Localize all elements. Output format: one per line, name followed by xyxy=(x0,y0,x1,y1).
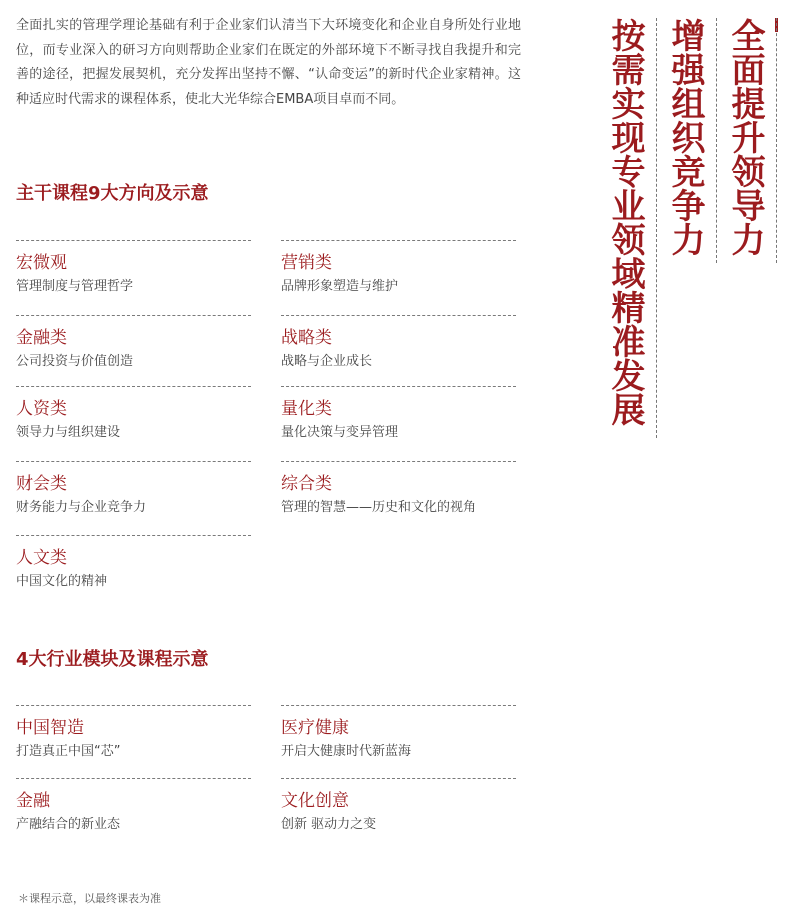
industry-module-desc: 产融结合的新业态 xyxy=(16,817,121,832)
course-direction-name: 战略类 xyxy=(281,328,332,348)
industry-module-item xyxy=(16,778,251,834)
industry-module-item xyxy=(281,778,516,834)
course-direction-item xyxy=(16,315,251,371)
course-direction-name: 量化类 xyxy=(281,399,332,419)
footnote: ＊课程示意，以最终课表为准 xyxy=(18,892,161,905)
course-direction-name: 营销类 xyxy=(281,253,332,273)
course-direction-name: 宏微观 xyxy=(16,253,67,273)
course-direction-desc: 领导力与组织建设 xyxy=(16,425,121,440)
course-direction-item xyxy=(281,386,516,442)
course-direction-item xyxy=(16,535,251,591)
industry-module-name: 医疗健康 xyxy=(281,718,349,738)
industry-module-item xyxy=(16,705,251,761)
slogan-specialization: 按需实现专业领域精准发展 xyxy=(605,18,645,426)
course-direction-item xyxy=(281,240,516,296)
slogan-competitiveness: 增强组织竞争力 xyxy=(665,18,705,256)
course-direction-desc: 中国文化的精神 xyxy=(16,574,108,589)
course-direction-desc: 财务能力与企业竞争力 xyxy=(16,500,147,515)
course-direction-item xyxy=(281,315,516,371)
course-direction-desc: 管理制度与管理哲学 xyxy=(16,279,134,294)
intro-paragraph: 全面扎实的管理学理论基础有利于企业家们认清当下大环境变化和企业自身所处行业地位，而专业深入的研习方向则帮助企业家们在既定的外部环境下不断寻找自我提升和完善的途径，把握发展契机，充分发挥出坚持不懈、“认命变运”的新时代企业家精神。这种适应时代需求的课程体系，使北大光华综合EMBA项目卓而不同。 xyxy=(16,18,521,107)
course-direction-item xyxy=(281,461,516,517)
course-direction-name: 综合类 xyxy=(281,474,332,494)
section-title-core-courses: 主干课程9大方向及示意 xyxy=(16,183,209,204)
course-direction-desc: 战略与企业成长 xyxy=(281,354,373,369)
slogan-leadership: 全面提升领导力 xyxy=(725,18,765,256)
course-direction-name: 金融类 xyxy=(16,328,67,348)
industry-module-desc: 创新 驱动力之变 xyxy=(281,817,377,832)
course-direction-name: 财会类 xyxy=(16,474,67,494)
course-direction-item xyxy=(16,386,251,442)
course-direction-name: 人资类 xyxy=(16,399,67,419)
industry-module-name: 金融 xyxy=(16,791,50,811)
industry-module-desc: 打造真正中国“芯” xyxy=(16,744,121,759)
course-direction-desc: 公司投资与价值创造 xyxy=(16,354,134,369)
industry-module-name: 中国智造 xyxy=(16,718,84,738)
slogan-divider xyxy=(716,18,717,263)
course-direction-desc: 品牌形象塑造与维护 xyxy=(281,279,399,294)
course-direction-name: 人文类 xyxy=(16,548,67,568)
industry-module-name: 文化创意 xyxy=(281,791,349,811)
slogan-divider xyxy=(656,18,657,438)
course-direction-desc: 量化决策与变异管理 xyxy=(281,425,399,440)
course-direction-item xyxy=(16,240,251,296)
course-direction-item xyxy=(16,461,251,517)
industry-module-item xyxy=(281,705,516,761)
slogan-divider xyxy=(776,18,777,263)
course-direction-desc: 管理的智慧——历史和文化的视角 xyxy=(281,500,477,515)
industry-module-desc: 开启大健康时代新蓝海 xyxy=(281,744,412,759)
section-title-industry-modules: 4大行业模块及课程示意 xyxy=(16,649,209,670)
